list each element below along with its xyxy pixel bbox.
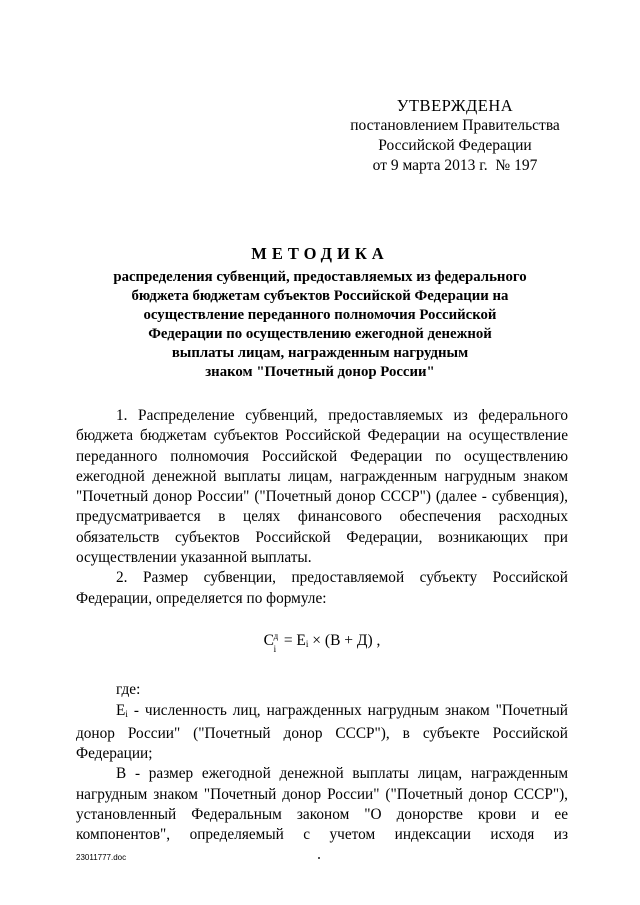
definition-e-subscript: i — [125, 708, 128, 719]
page-mark — [318, 857, 320, 859]
subtitle-line: осуществление переданного полномочия Российской — [143, 307, 497, 323]
approval-line-1: постановлением Правительства — [350, 117, 560, 134]
formula-e-subscript: i — [305, 638, 309, 649]
document-title: МЕТОДИКА — [251, 244, 389, 263]
formula — [76, 631, 568, 654]
where-label: где: — [116, 681, 141, 699]
formula-tail: × (B + Д) , — [308, 631, 381, 649]
formula-equals-e: = E — [279, 631, 306, 649]
formula-c-superscript: д — [273, 630, 279, 641]
subtitle-line: распределения субвенций, предоставляемых из федерального — [113, 269, 527, 285]
footer-filename: 23011777.doc — [76, 853, 127, 862]
definition-b: В - размер ежегодной денежной выплаты лицам, награжденным нагрудным знаком "Почетный донор России" ("Почетный донор СССР"), установленный Федеральным законом "О донорстве крови и ее компонентов", определяемый с учетом индексации исходя из — [76, 765, 568, 844]
document-body — [76, 406, 568, 846]
subtitle-line: знаком "Почетный донор России" — [205, 364, 435, 380]
approval-line-3: от 9 марта 2013 г. № 197 — [372, 157, 538, 174]
paragraph-1: 1. Распределение субвенций, предоставляемых из федерального бюджета бюджетам субъектов Российской Федерации на осуществление переданного полномочия Российской Федерации по осуществлению ежегодной денежной выплаты лицам, награжденным нагрудным знаком "Почетный донор России" ("Почетный донор СССР") (далее - субвенция), предусматривается в целях финансового обеспечения расходных обязательств субъектов Российской Федерации, возникающих при осуществлении указанной выплаты. — [76, 407, 568, 567]
approval-block — [330, 96, 580, 176]
approval-line-2: Российской Федерации — [378, 137, 532, 154]
subtitle-line: бюджета бюджетам субъектов Российской Федерации на — [131, 288, 509, 304]
formula-c-subscript: i — [273, 643, 277, 654]
definition-e — [76, 701, 568, 765]
subtitle-line: выплаты лицам, награжденным нагрудным — [171, 345, 469, 361]
approval-stamp: УТВЕРЖДЕНА — [396, 96, 514, 115]
definition-e-text: - численность лиц, награжденных нагрудным знаком "Почетный донор России" ("Почетный донор СССР"), в субъекте Российской Федерации; — [76, 701, 568, 763]
subtitle-line: Федерации по осуществлению ежегодной денежной — [148, 326, 492, 342]
formula-c: C д i — [264, 631, 280, 651]
document-subtitle — [60, 268, 580, 382]
paragraph-2: 2. Размер субвенции, предоставляемой субъекту Российской Федерации, определяется по формуле: — [76, 569, 568, 607]
definition-e-symbol: E — [116, 701, 126, 719]
